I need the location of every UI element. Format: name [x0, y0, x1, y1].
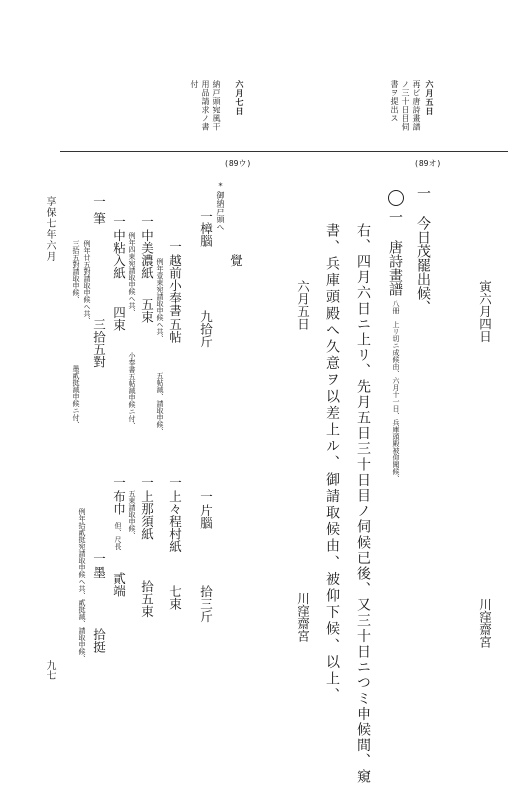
list-mark: 一: [91, 552, 107, 565]
item-name: 布巾: [111, 490, 127, 515]
item-name: 片腦: [198, 504, 214, 529]
header-rule: [60, 151, 508, 152]
item-line: 一 今日茂罷出候、: [415, 186, 431, 314]
list-mark: 一: [198, 490, 214, 503]
signer: 川窪齋宮: [295, 592, 311, 642]
item-qty: 七束: [167, 585, 183, 610]
item-name: 中美濃紙: [139, 229, 155, 279]
item-note: 八冊 上リ切ニ成候由、六月十一日、兵庫頭殿被仰聞候、: [392, 300, 400, 482]
list-mark: 一: [198, 210, 214, 223]
item-note: 例年拾貳挺宛請取申候ヘ共、貳挺減、請取申候、: [78, 508, 86, 662]
item-qty: 五束: [139, 298, 155, 323]
item-note: 五帖減、請取申候、: [156, 372, 164, 435]
folio-marker: (89オ): [414, 159, 442, 168]
body-paragraph: 右、四月六日ニ上リ、先月五日三十日目ノ伺候已後、又三十日ニつミ申候間、窺: [355, 223, 371, 785]
item-note: 五束請取申候、: [128, 490, 136, 539]
item-note: 例年壹束宛請取申候ヘ共、: [156, 258, 164, 342]
item-qty: 九拾斤: [198, 310, 214, 348]
item-qty: 五帖: [167, 318, 183, 343]
folio-marker: (89ウ): [224, 159, 252, 168]
item-qty: 拾挺: [91, 628, 107, 653]
headnote-line: ノ三十日目伺: [401, 80, 410, 131]
item-qty: 拾五束: [139, 580, 155, 618]
headnote-date: 六月五日: [425, 80, 435, 116]
item-qty: 四束: [111, 306, 127, 331]
list-mark: 一: [111, 215, 127, 228]
item-name: 墨: [91, 566, 107, 579]
circle-mark: [388, 190, 404, 206]
item-note: 墨貳挺減申候ニ付、: [72, 365, 80, 428]
list-mark: 一: [139, 215, 155, 228]
era-label: 享保七年六月: [44, 196, 55, 262]
item-qty: 貳端: [111, 572, 127, 597]
headnote-date: 六月七日: [235, 80, 245, 116]
page-number: 九七: [44, 660, 55, 680]
entry-date-header: 寅六月四日: [477, 280, 493, 343]
item-qty: 三拾五對: [91, 318, 107, 368]
item-name: 上々程村紙: [167, 490, 183, 553]
item-name: 筆: [91, 212, 107, 225]
item-name: 越前小奉書: [167, 254, 183, 317]
list-mark: 一: [111, 476, 127, 489]
headnote-line: 書ヲ提出ス: [390, 80, 399, 123]
item-note: 例年四束宛請取申候ヘ共、: [128, 232, 136, 316]
item-note: 小奉書五帖減申候ニ付、: [128, 352, 136, 429]
headnote-line: 用品請求ノ書: [201, 80, 210, 131]
headnote-line: 再ビ唐詩畫譜: [412, 80, 421, 131]
item-qty: 拾三斤: [198, 585, 214, 623]
item-note: 但、尺長: [114, 522, 122, 550]
headnote-line: 付: [190, 80, 199, 89]
signer: 川窪齋宮: [477, 598, 493, 648]
date-line: 六月五日: [295, 280, 311, 330]
list-mark: 一: [91, 195, 107, 208]
item-name: 中粘入紙: [111, 229, 127, 279]
headnote-line: 納戸頭宛風干: [212, 80, 221, 131]
item-note: 三拾五對請取申候、: [72, 240, 80, 303]
item-line: 一 唐詩畫譜: [387, 210, 403, 296]
list-mark: 一: [139, 476, 155, 489]
body-paragraph: 書、兵庫頭殿へ久意ヲ以差上ル、御請取候由、被仰下候、以上、: [324, 223, 340, 705]
list-mark: 一: [167, 476, 183, 489]
item-note: 例年廿五對請取申候ヘ共、: [83, 240, 91, 324]
addressee: *御納戸頭へ: [216, 182, 225, 231]
item-name: 樟腦: [198, 222, 214, 247]
memo-heading: 覺: [228, 254, 244, 267]
list-mark: 一: [167, 240, 183, 253]
item-name: 上那須紙: [139, 490, 155, 540]
